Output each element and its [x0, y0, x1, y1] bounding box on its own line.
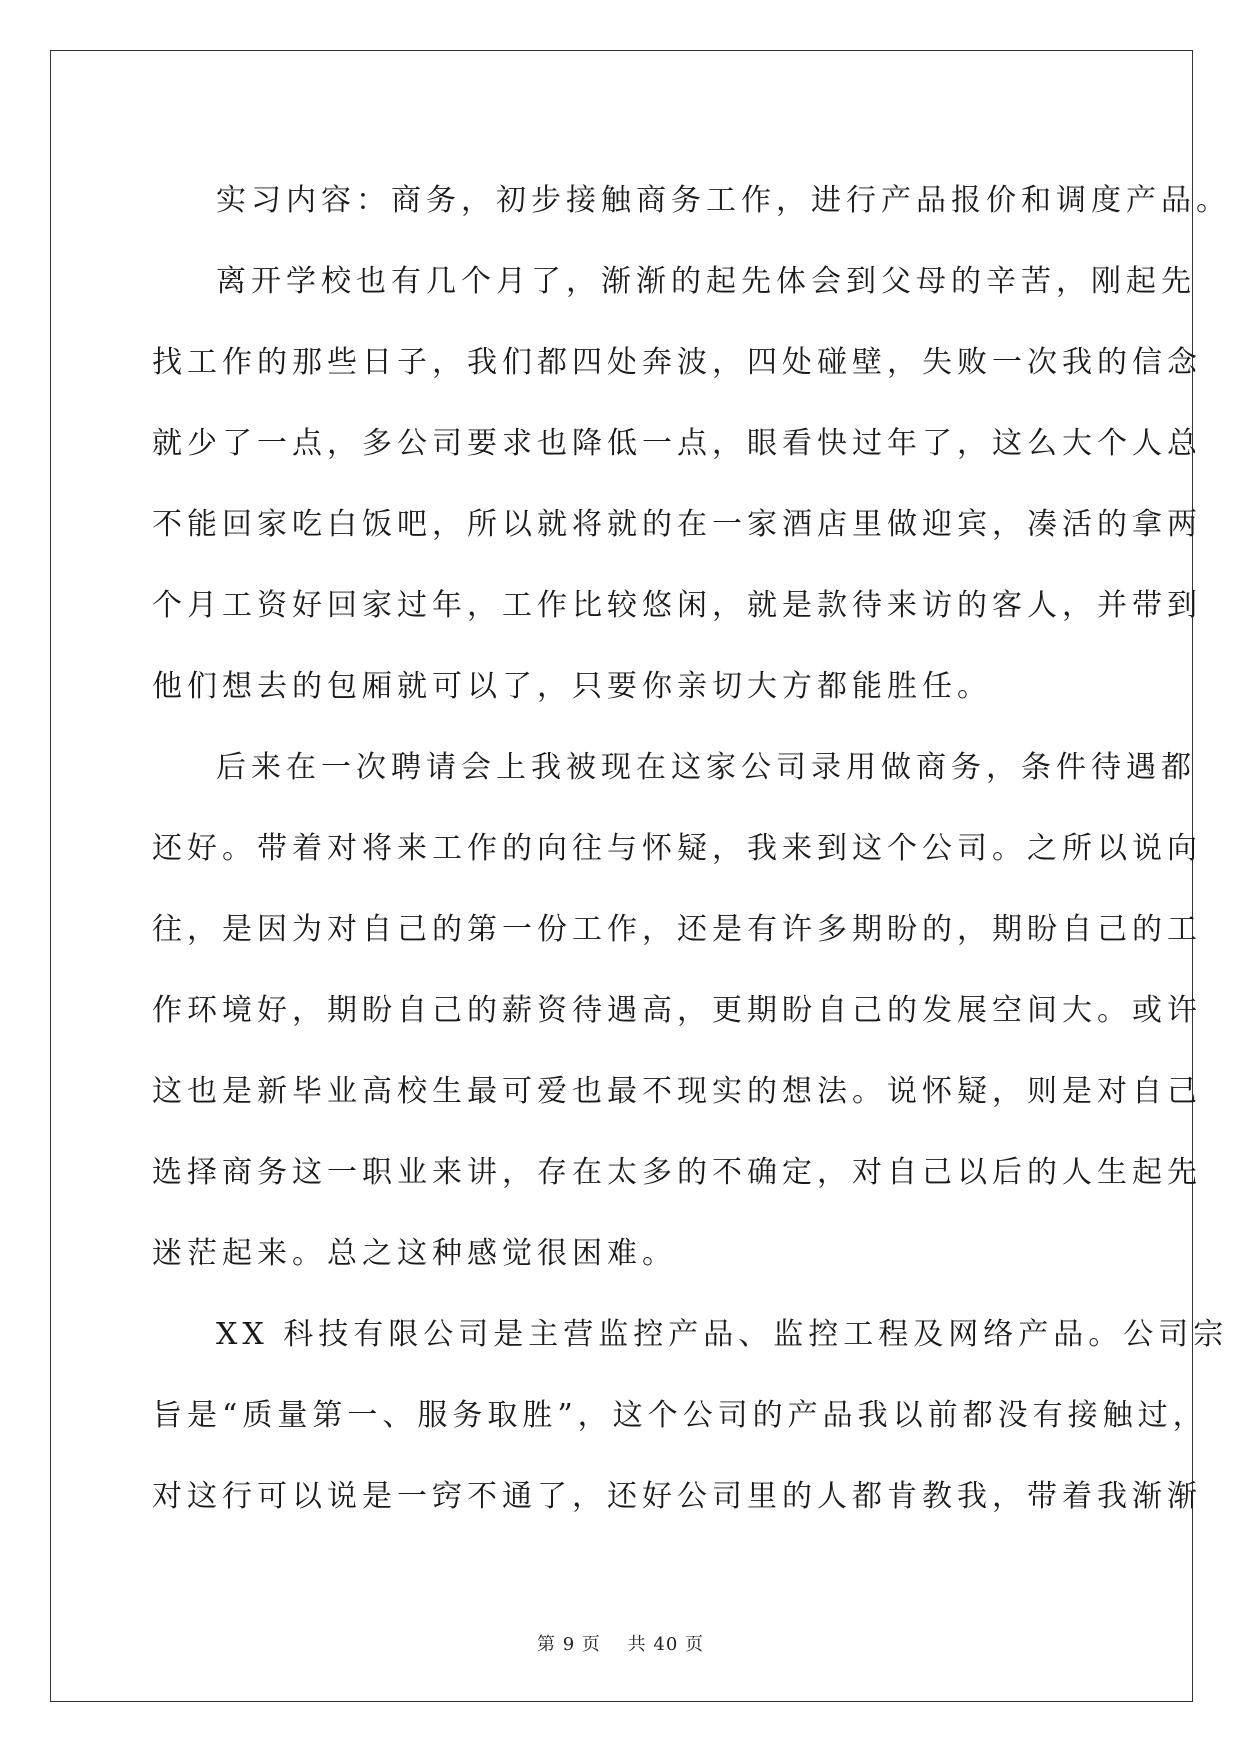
paragraph-line: 对这行可以说是一窍不通了，还好公司里的人都肯教我，带着我渐渐 — [152, 1479, 1202, 1514]
paragraph-line: 往，是因为对自己的第一份工作，还是有许多期盼的，期盼自己的工 — [152, 912, 1202, 947]
document-body — [152, 160, 1231, 1537]
paragraph-line: 个月工资好回家过年，工作比较悠闲，就是款待来访的客人，并带到 — [152, 588, 1202, 623]
paragraph-2 — [152, 241, 1202, 727]
paragraph-line: 后来在一次聘请会上我被现在这家公司录用做商务，条件待遇都 — [216, 750, 1196, 785]
paragraph-3 — [152, 727, 1202, 1294]
page-footer — [0, 1630, 1241, 1656]
paragraph-line: XX 科技有限公司是主营监控产品、监控工程及网络产品。公司宗 — [216, 1317, 1229, 1352]
paragraph-line: 迷茫起来。总之这种感觉很困难。 — [152, 1236, 677, 1271]
paragraph-line: 不能回家吃白饭吧，所以就将就的在一家酒店里做迎宾，凑活的拿两 — [152, 507, 1202, 542]
paragraph-line: 找工作的那些日子，我们都四处奔波，四处碰壁，失败一次我的信念 — [152, 345, 1202, 380]
paragraph-line: 离开学校也有几个月了，渐渐的起先体会到父母的辛苦，刚起先 — [216, 264, 1196, 299]
paragraph-line: 他们想去的包厢就可以了，只要你亲切大方都能胜任。 — [152, 669, 992, 704]
paragraph-line: 旨是“质量第一、服务取胜”，这个公司的产品我以前都没有接触过， — [152, 1398, 1208, 1433]
page-total: 共 40 页 — [627, 1634, 704, 1655]
paragraph-line: 作环境好，期盼自己的薪资待遇高，更期盼自己的发展空间大。或许 — [152, 993, 1202, 1028]
paragraph-line: 实习内容：商务，初步接触商务工作，进行产品报价和调度产品。 — [216, 183, 1231, 218]
paragraph-1 — [152, 160, 1231, 241]
paragraph-line: 就少了一点，多公司要求也降低一点，眼看快过年了，这么大个人总 — [152, 426, 1202, 461]
paragraph-line: 这也是新毕业高校生最可爱也最不现实的想法。说怀疑，则是对自己 — [152, 1074, 1202, 1109]
paragraph-line: 还好。带着对将来工作的向往与怀疑，我来到这个公司。之所以说向 — [152, 831, 1202, 866]
page-number: 第 9 页 — [537, 1634, 601, 1655]
paragraph-line: 选择商务这一职业来讲，存在太多的不确定，对自己以后的人生起先 — [152, 1155, 1202, 1190]
paragraph-4 — [152, 1294, 1229, 1537]
